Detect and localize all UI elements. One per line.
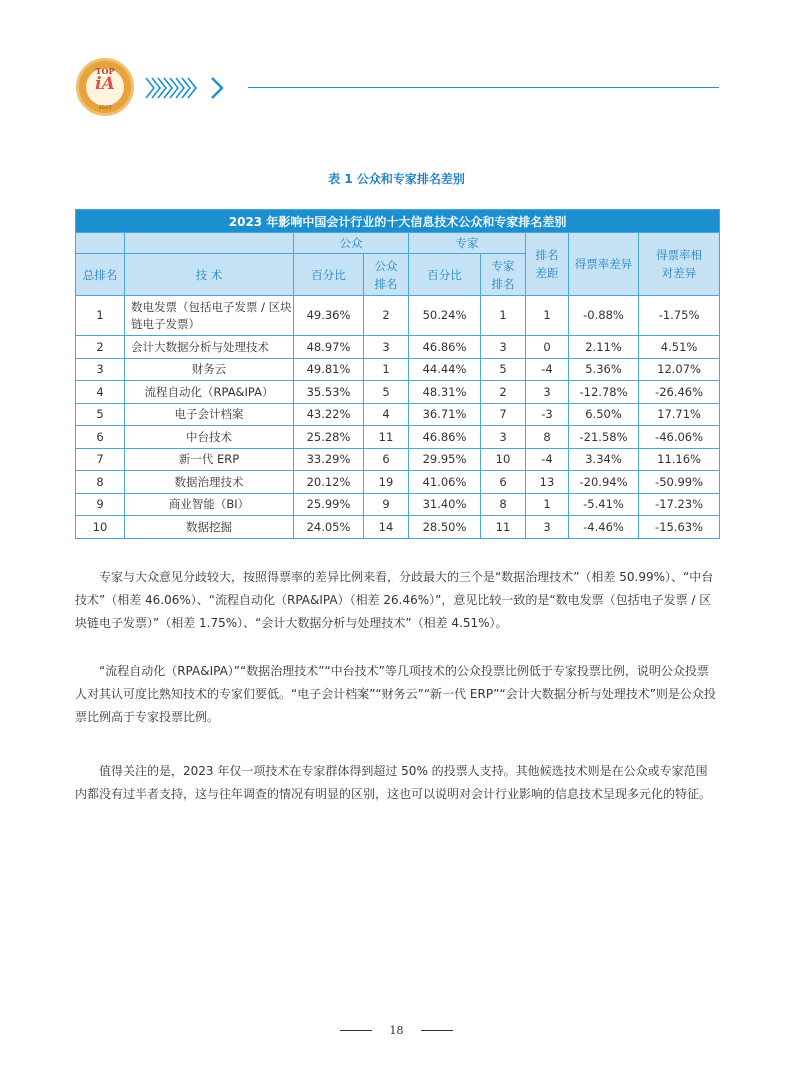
cell-expert-pct: 41.06%: [409, 471, 481, 494]
cell-public-pct: 49.81%: [294, 358, 364, 381]
cell-rel: -50.99%: [639, 471, 720, 494]
cell-public-pct: 20.12%: [294, 471, 364, 494]
cell-public-pct: 24.05%: [294, 516, 364, 539]
body-paragraph: 专家与大众意见分歧较大，按照得票率的差异比例来看，分歧最大的三个是“数据治理技术”（相差 50.99%）、“中台技术”（相差 46.06%）、“流程自动化（RPA&IPA）（相差 26.46%）”，意见比较一致的是“数电发票（包括电子发票 / 区块链电子发票）”（相差 1.75%）、“会计大数据分析与处理技术”（相差 4.51%）。: [75, 570, 714, 630]
table-row: [76, 336, 720, 359]
cell-diff: -12.78%: [569, 381, 639, 404]
cell-diff: -0.88%: [569, 296, 639, 336]
cell-diff: -5.41%: [569, 493, 639, 516]
header-public-rank: 公众排名: [364, 254, 409, 296]
cell-expert-pct: 36.71%: [409, 403, 481, 426]
cell-expert-rank: 11: [481, 516, 526, 539]
cell-rel: -26.46%: [639, 381, 720, 404]
cell-tech: 中台技术: [125, 426, 294, 449]
cell-rank: 1: [76, 296, 125, 336]
cell-public-pct: 43.22%: [294, 403, 364, 426]
cell-tech: 商业智能（BI）: [125, 493, 294, 516]
cell-public-rank: 9: [364, 493, 409, 516]
table-caption: 表 1 公众和专家排名差别: [328, 172, 465, 186]
logo-mark-text: iA: [95, 74, 115, 94]
header-vote-rel-diff: 得票率相对差异: [639, 233, 720, 296]
header-blank: [76, 233, 125, 254]
page-number: 18: [389, 1024, 404, 1037]
cell-public-rank: 6: [364, 448, 409, 471]
cell-rank: 10: [76, 516, 125, 539]
cell-rel: 12.07%: [639, 358, 720, 381]
header-group-expert: 专家: [409, 233, 526, 254]
cell-expert-pct: 44.44%: [409, 358, 481, 381]
cell-rel: 4.51%: [639, 336, 720, 359]
table-row: [76, 471, 720, 494]
cell-tech: 电子会计档案: [125, 403, 294, 426]
cell-diff: -20.94%: [569, 471, 639, 494]
cell-public-rank: 14: [364, 516, 409, 539]
cell-diff: 6.50%: [569, 403, 639, 426]
cell-expert-pct: 46.86%: [409, 336, 481, 359]
cell-gap: 3: [526, 381, 569, 404]
cell-expert-pct: 29.95%: [409, 448, 481, 471]
cell-expert-rank: 3: [481, 426, 526, 449]
cell-expert-rank: 7: [481, 403, 526, 426]
cell-public-rank: 5: [364, 381, 409, 404]
top-ia-logo: [76, 58, 134, 116]
cell-expert-pct: 46.86%: [409, 426, 481, 449]
cell-gap: -4: [526, 448, 569, 471]
table-row: [76, 381, 720, 404]
cell-tech: 流程自动化（RPA&IPA）: [125, 381, 294, 404]
footer-dash: [421, 1030, 453, 1031]
cell-tech: 数据治理技术: [125, 471, 294, 494]
page-footer: [0, 1020, 793, 1039]
cell-public-rank: 3: [364, 336, 409, 359]
cell-rank: 6: [76, 426, 125, 449]
cell-public-pct: 48.97%: [294, 336, 364, 359]
chevrons-icon: [144, 74, 234, 102]
header-group-public: 公众: [294, 233, 409, 254]
cell-rank: 2: [76, 336, 125, 359]
cell-public-rank: 2: [364, 296, 409, 336]
cell-expert-pct: 31.40%: [409, 493, 481, 516]
header-expert-pct: 百分比: [409, 254, 481, 296]
header-rule: [248, 87, 719, 88]
cell-public-pct: 25.99%: [294, 493, 364, 516]
cell-expert-rank: 6: [481, 471, 526, 494]
cell-expert-rank: 8: [481, 493, 526, 516]
cell-tech: 数据挖掘: [125, 516, 294, 539]
table-row: [76, 448, 720, 471]
cell-tech: 财务云: [125, 358, 294, 381]
table-row: [76, 296, 720, 336]
cell-expert-rank: 2: [481, 381, 526, 404]
cell-gap: -3: [526, 403, 569, 426]
cell-rank: 7: [76, 448, 125, 471]
cell-gap: -4: [526, 358, 569, 381]
table-row: [76, 493, 720, 516]
cell-rel: 17.71%: [639, 403, 720, 426]
cell-diff: -21.58%: [569, 426, 639, 449]
cell-expert-pct: 50.24%: [409, 296, 481, 336]
header-expert-rank: 专家排名: [481, 254, 526, 296]
table-row: [76, 516, 720, 539]
cell-gap: 3: [526, 516, 569, 539]
cell-rank: 9: [76, 493, 125, 516]
header-rank-gap: 排名差距: [526, 233, 569, 296]
cell-rel: -1.75%: [639, 296, 720, 336]
table-row: [76, 426, 720, 449]
header-vote-rate-diff: 得票率差异: [569, 233, 639, 296]
page-header: [0, 0, 793, 130]
cell-rank: 8: [76, 471, 125, 494]
header-tech: 技 术: [125, 254, 294, 296]
cell-gap: 8: [526, 426, 569, 449]
cell-tech: 新一代 ERP: [125, 448, 294, 471]
header-public-pct: 百分比: [294, 254, 364, 296]
logo-top-text: TOP: [95, 66, 115, 76]
footer-dash: [340, 1030, 372, 1031]
cell-expert-rank: 1: [481, 296, 526, 336]
cell-public-rank: 19: [364, 471, 409, 494]
cell-diff: -4.46%: [569, 516, 639, 539]
logo-year-text: 2023: [98, 105, 112, 111]
cell-public-rank: 11: [364, 426, 409, 449]
ranking-table: [75, 209, 720, 539]
cell-gap: 1: [526, 296, 569, 336]
cell-public-pct: 35.53%: [294, 381, 364, 404]
cell-public-pct: 33.29%: [294, 448, 364, 471]
cell-expert-rank: 10: [481, 448, 526, 471]
cell-tech: 数电发票（包括电子发票 / 区块链电子发票）: [125, 296, 294, 336]
cell-gap: 1: [526, 493, 569, 516]
cell-gap: 0: [526, 336, 569, 359]
table-row: [76, 403, 720, 426]
cell-public-pct: 49.36%: [294, 296, 364, 336]
cell-rank: 3: [76, 358, 125, 381]
header-total-rank: 总排名: [76, 254, 125, 296]
cell-public-rank: 1: [364, 358, 409, 381]
table-row: [76, 358, 720, 381]
cell-expert-pct: 48.31%: [409, 381, 481, 404]
cell-tech: 会计大数据分析与处理技术: [125, 336, 294, 359]
cell-rel: -15.63%: [639, 516, 720, 539]
cell-rel: -46.06%: [639, 426, 720, 449]
table-title: 2023 年影响中国会计行业的十大信息技术公众和专家排名差别: [76, 210, 720, 233]
cell-diff: 2.11%: [569, 336, 639, 359]
cell-rel: 11.16%: [639, 448, 720, 471]
body-paragraph: 值得关注的是，2023 年仅一项技术在专家群体得到超过 50% 的投票人支持。其他候选技术则是在公众或专家范围内都没有过半者支持，这与往年调查的情况有明显的区别，这也可以说明对会计行业影响的信息技术呈现多元化的特征。: [75, 764, 712, 801]
cell-public-pct: 25.28%: [294, 426, 364, 449]
cell-expert-rank: 3: [481, 336, 526, 359]
cell-expert-pct: 28.50%: [409, 516, 481, 539]
cell-rank: 5: [76, 403, 125, 426]
header-blank: [125, 233, 294, 254]
cell-rel: -17.23%: [639, 493, 720, 516]
cell-expert-rank: 5: [481, 358, 526, 381]
cell-gap: 13: [526, 471, 569, 494]
cell-diff: 5.36%: [569, 358, 639, 381]
body-paragraph: “流程自动化（RPA&IPA）”“数据治理技术”“中台技术”等几项技术的公众投票比例低于专家投票比例，说明公众投票人对其认可度比熟知技术的专家们要低。“电子会计档案”“财务云”“新一代 ERP”“会计大数据分析与处理技术”则是公众投票比例高于专家投票比例。: [75, 664, 716, 724]
cell-diff: 3.34%: [569, 448, 639, 471]
cell-public-rank: 4: [364, 403, 409, 426]
cell-rank: 4: [76, 381, 125, 404]
